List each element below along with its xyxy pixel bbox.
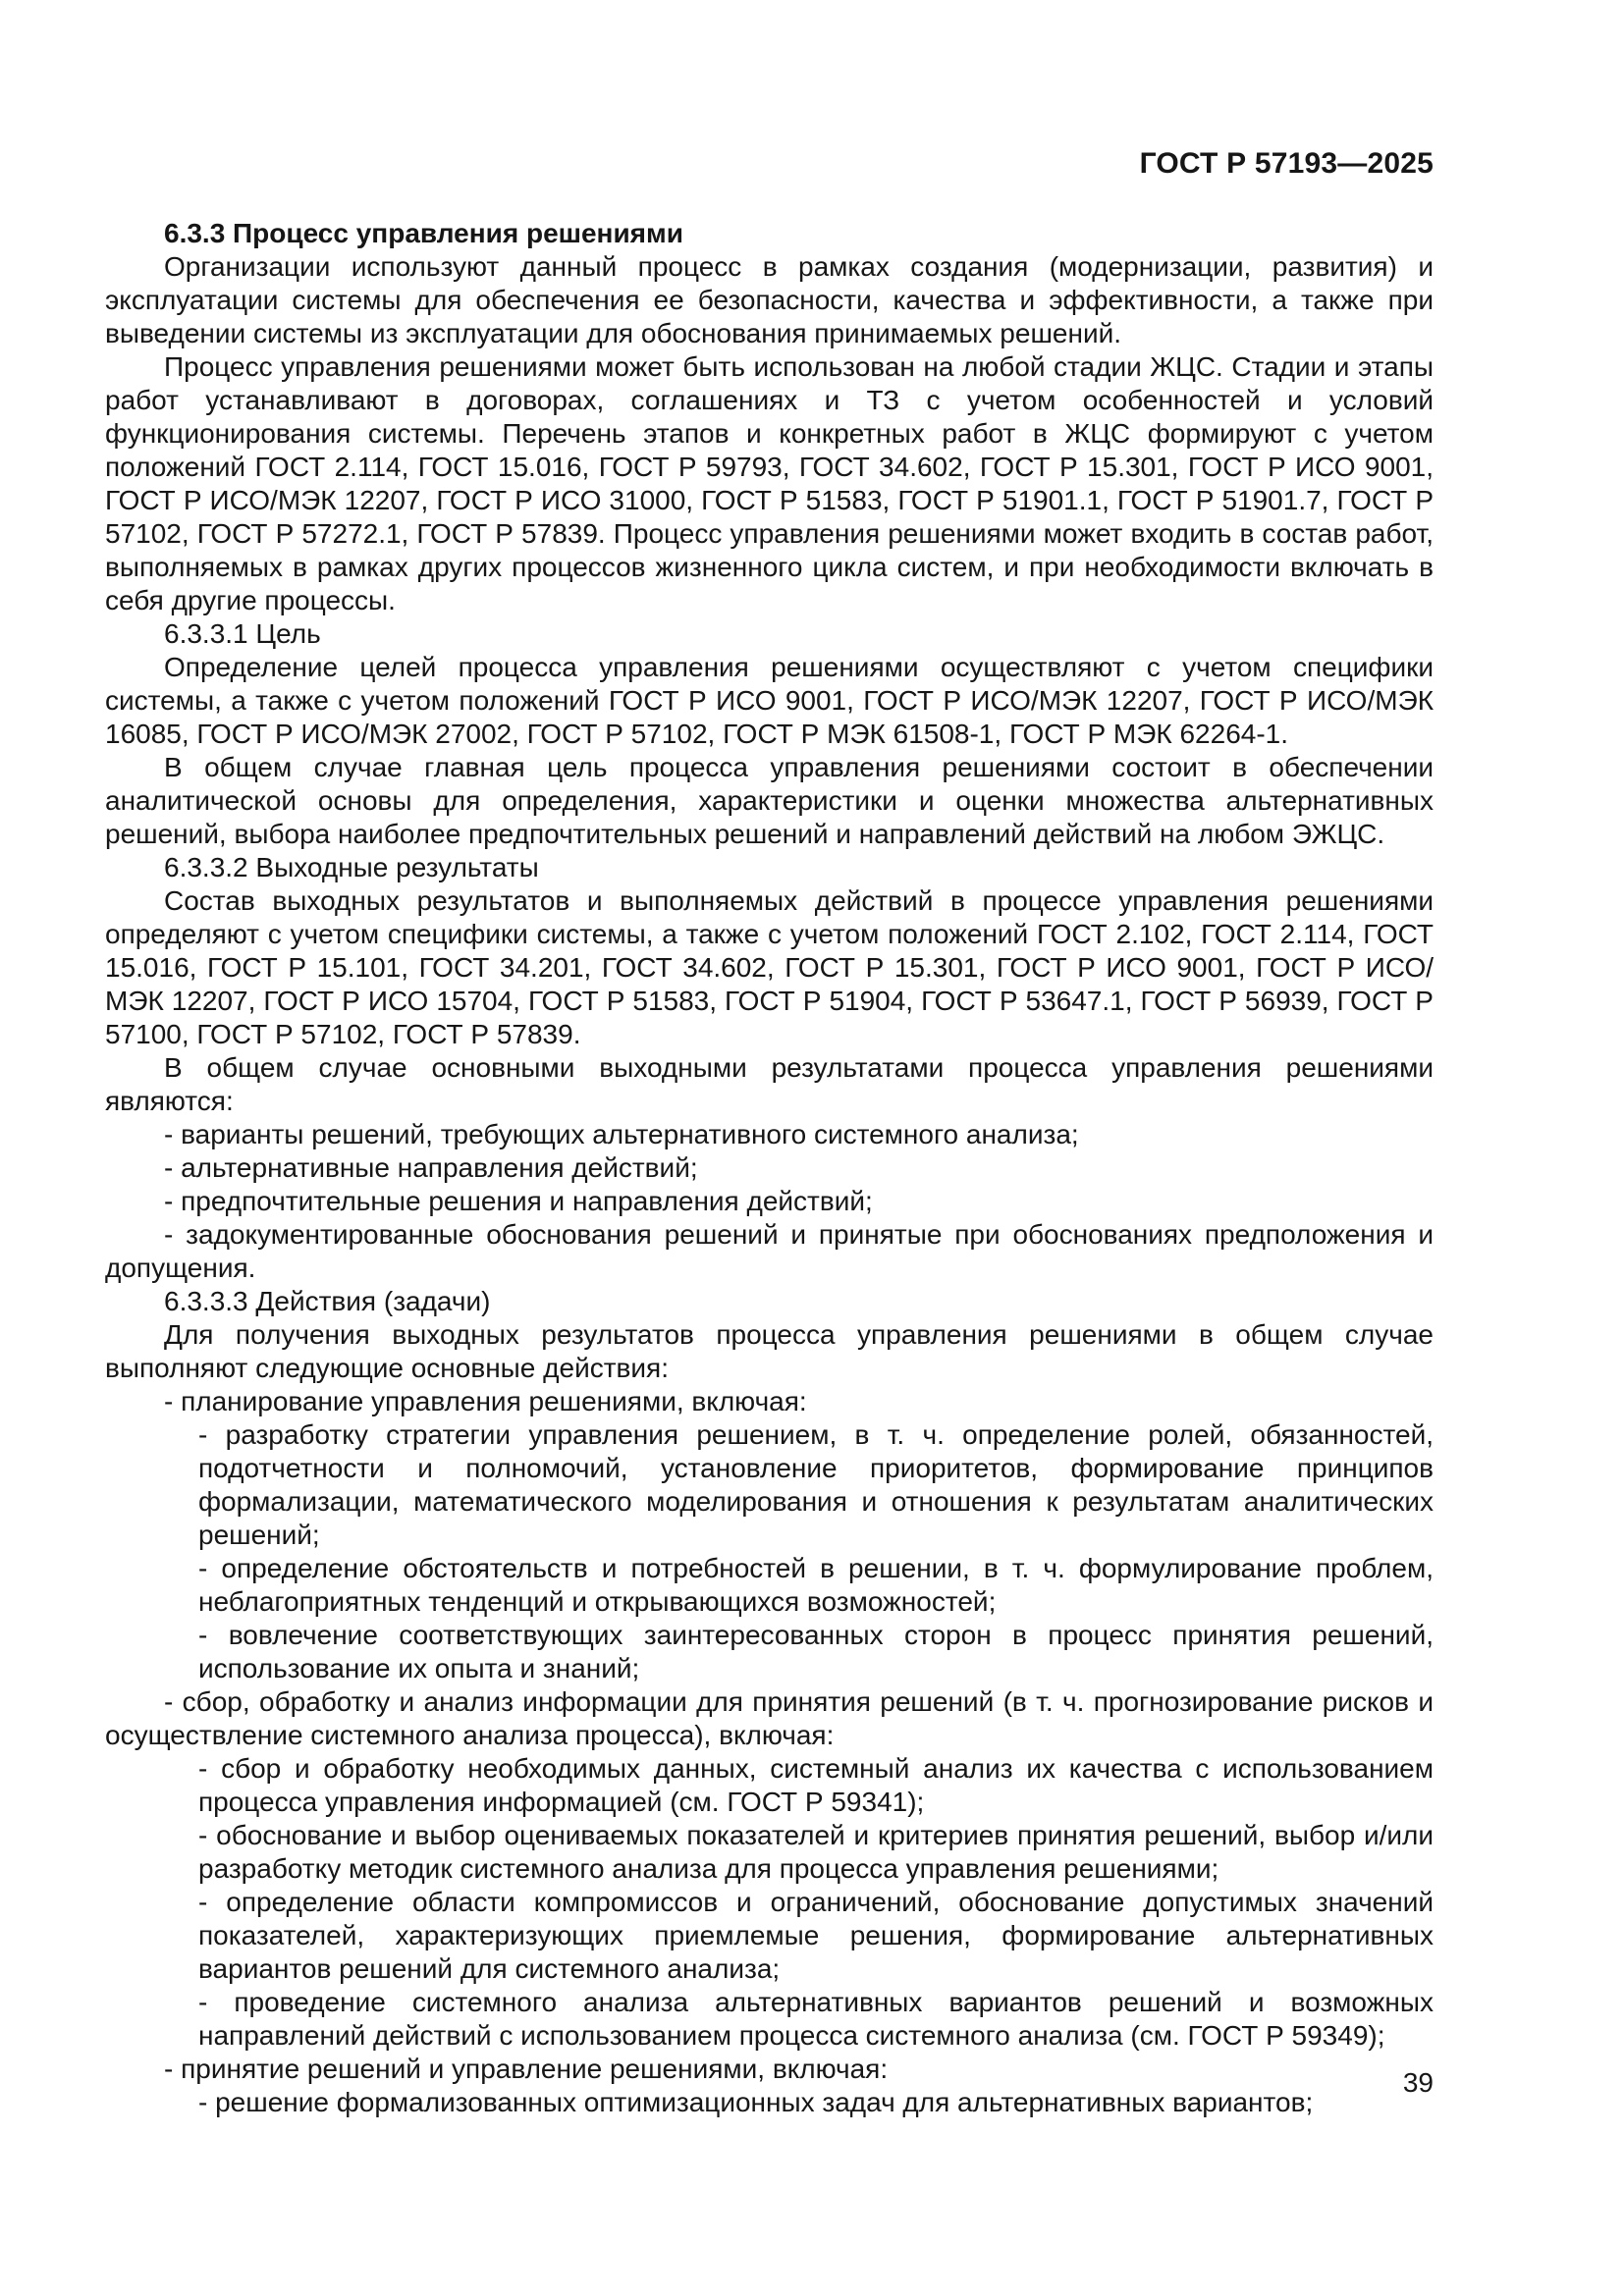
list-item-level-1: - альтернативные направления действий;: [164, 1152, 698, 1183]
paragraph: Состав выходных результатов и выполняемых действий в процессе управления решениями определяют с учетом специфики системы, а также с учетом положений ГОСТ 2.102, ГОСТ 2.114, ГОСТ 15.016, ГОСТ Р 15.101, ГОСТ 34.201, ГОСТ 34.602, ГОСТ Р 15.301, ГОСТ Р ИСО 9001, ГОСТ Р ИСО/МЭК 12207, ГОСТ Р ИСО 15704, ГОСТ Р 51583, ГОСТ Р 51904, ГОСТ Р 53647.1, ГОСТ Р 56939, ГОСТ Р 57100, ГОСТ Р 57102, ГОСТ Р 57839.: [105, 885, 1434, 1049]
list-item-level-2: - обоснование и выбор оцениваемых показателей и критериев принятия решений, выбор и/или разработку методик системного анализа для процесса управления решениями;: [198, 1820, 1434, 1884]
document-body: [105, 217, 1434, 2119]
list-item-level-1: - планирование управления решениями, включая:: [164, 1386, 807, 1416]
subsection-heading: 6.3.3.2 Выходные результаты: [164, 852, 539, 882]
paragraph: Организации используют данный процесс в рамках создания (модернизации, развития) и эксплуатации системы для обеспечения ее безопасности, качества и эффективности, а также при выведении системы из эксплуатации для обоснования принимаемых решений.: [105, 251, 1434, 348]
list-item-level-2: - решение формализованных оптимизационных задач для альтернативных вариантов;: [198, 2087, 1314, 2117]
list-item-level-1: - варианты решений, требующих альтернативного системного анализа;: [164, 1119, 1079, 1149]
page-number: 39: [1402, 2067, 1434, 2098]
paragraph: Определение целей процесса управления решениями осуществляют с учетом специфики системы, а также с учетом положений ГОСТ Р ИСО 9001, ГОСТ Р ИСО/МЭК 12207, ГОСТ Р ИСО/МЭК 16085, ГОСТ Р ИСО/МЭК 27002, ГОСТ Р 57102, ГОСТ Р МЭК 61508-1, ГОСТ Р МЭК 62264-1.: [105, 652, 1434, 749]
list-item-level-2: - вовлечение соответствующих заинтересованных сторон в процесс принятия решений, использование их опыта и знаний;: [198, 1620, 1434, 1683]
paragraph: Процесс управления решениями может быть использован на любой стадии ЖЦС. Стадии и этапы работ устанавливают в договорах, соглашениях и ТЗ с учетом особенностей и условий функционирования системы. Перечень этапов и конкретных работ в ЖЦС формируют с учетом положений ГОСТ 2.114, ГОСТ 15.016, ГОСТ Р 59793, ГОСТ 34.602, ГОСТ Р 15.301, ГОСТ Р ИСО 9001, ГОСТ Р ИСО/МЭК 12207, ГОСТ Р ИСО 31000, ГОСТ Р 51583, ГОСТ Р 51901.1, ГОСТ Р 51901.7, ГОСТ Р 57102, ГОСТ Р 57272.1, ГОСТ Р 57839. Процесс управления решениями может входить в состав работ, выполняемых в рамках других процессов жизненного цикла систем, и при необходимости включать в себя другие процессы.: [105, 351, 1434, 615]
list-item-level-1: - предпочтительные решения и направления действий;: [164, 1186, 873, 1216]
list-item-level-1: - сбор, обработку и анализ информации для принятия решений (в т. ч. прогнозирование рисков и осуществление системного анализа процесса), включая:: [105, 1686, 1434, 1750]
list-item-level-2: - определение обстоятельств и потребностей в решении, в т. ч. формулирование проблем, неблагоприятных тенденций и открывающихся возможностей;: [198, 1553, 1434, 1617]
subsection-heading: 6.3.3.3 Действия (задачи): [164, 1286, 491, 1316]
list-item-level-1: - принятие решений и управление решениями, включая:: [164, 2054, 889, 2084]
document-standard-number: ГОСТ Р 57193—2025: [1139, 147, 1434, 180]
list-item-level-1: - задокументированные обоснования решений и принятые при обоснованиях предположения и допущения.: [105, 1219, 1434, 1283]
section-heading: 6.3.3 Процесс управления решениями: [164, 218, 683, 248]
subsection-heading: 6.3.3.1 Цель: [164, 618, 321, 649]
list-item-level-2: - проведение системного анализа альтернативных вариантов решений и возможных направлений действий с использованием процесса системного анализа (см. ГОСТ Р 59349);: [198, 1987, 1434, 2051]
paragraph: В общем случае основными выходными результатами процесса управления решениями являются:: [105, 1052, 1434, 1116]
paragraph: В общем случае главная цель процесса управления решениями состоит в обеспечении аналитической основы для определения, характеристики и оценки множества альтернативных решений, выбора наиболее предпочтительных решений и направлений действий на любом ЭЖЦС.: [105, 752, 1434, 849]
paragraph: Для получения выходных результатов процесса управления решениями в общем случае выполняют следующие основные действия:: [105, 1319, 1434, 1383]
list-item-level-2: - разработку стратегии управления решением, в т. ч. определение ролей, обязанностей, подотчетности и полномочий, установление приоритетов, формирование принципов формализации, математического моделирования и отношения к результатам аналитических решений;: [198, 1419, 1434, 1550]
list-item-level-2: - определение области компромиссов и ограничений, обоснование допустимых значений показателей, характеризующих приемлемые решения, формирование альтернативных вариантов решений для системного анализа;: [198, 1887, 1434, 1984]
list-item-level-2: - сбор и обработку необходимых данных, системный анализ их качества с использованием процесса управления информацией (см. ГОСТ Р 59341);: [198, 1753, 1434, 1817]
